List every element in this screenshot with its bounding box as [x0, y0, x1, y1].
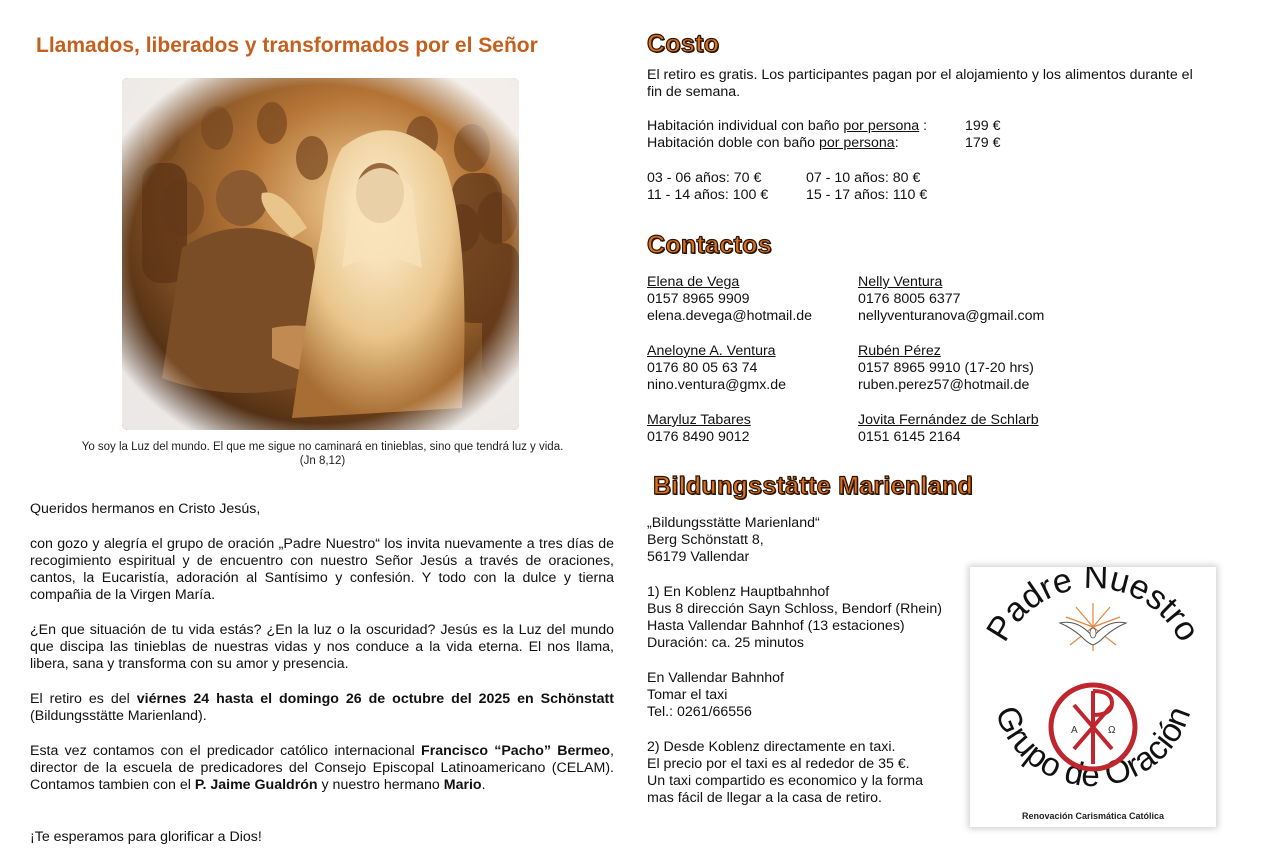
contact-phone: 0176 8005 6377 — [858, 291, 961, 307]
route-line: mas fácil de llegar a la casa de retiro. — [647, 790, 882, 806]
dove-icon — [1060, 603, 1126, 651]
contact-card — [858, 343, 1034, 394]
preacher-text-a: Esta vez contamos con el predicador católico internacional — [30, 743, 422, 759]
contact-email[interactable]: elena.devega@hotmail.de — [647, 308, 813, 324]
contact-name: Elena de Vega — [647, 274, 740, 290]
contact-phone: 0176 80 05 63 74 — [647, 360, 758, 376]
contact-name: Aneloyne A. Ventura — [647, 343, 776, 359]
age-price-3: 11 - 14 años: 100 € — [647, 187, 769, 203]
contact-card — [858, 412, 1039, 446]
room-double-price: 179 € — [965, 135, 1001, 151]
contact-name: Maryluz Tabares — [647, 412, 751, 428]
costo-heading: Costo — [647, 30, 720, 58]
logo-top-text: Padre Nuestro — [979, 567, 1208, 648]
room-single-colon: : — [919, 118, 928, 134]
scripture-caption — [40, 440, 605, 468]
route-line: Hasta Vallendar Bahnhof (13 estaciones) — [647, 618, 905, 634]
route-taxi — [647, 739, 923, 807]
contact-email[interactable]: nino.ventura@gmx.de — [647, 377, 787, 393]
group-logo — [970, 567, 1216, 827]
paragraph-dates — [30, 691, 614, 725]
room-single-label: Habitación individual con baño — [647, 118, 844, 134]
route-line: El precio por el taxi es al rededor de 35 €. — [647, 756, 910, 772]
address-line: 56179 Vallendar — [647, 549, 750, 565]
address-line: Berg Schönstatt 8, — [647, 532, 764, 548]
contact-phone: 0151 6145 2164 — [858, 429, 961, 445]
route-line: Un taxi compartido es economico y la forma — [647, 773, 923, 789]
preacher-text-c: , director de la escuela de predicadores del Consejo Episcopal Latinoamericano (CELAM). Contamos tambien con el — [30, 743, 614, 793]
caption-reference: (Jn 8,12) — [299, 455, 346, 467]
preacher-name: Francisco “Pacho” Bermeo — [421, 743, 611, 759]
venue-heading: Bildungsstätte Marienland — [653, 472, 974, 500]
costo-intro-2: fin de semana. — [647, 84, 741, 100]
room-single — [647, 118, 927, 135]
route-line: Tomar el taxi — [647, 687, 728, 703]
room-double-per-person: por persona — [818, 135, 895, 151]
dates-text-a: El retiro es del — [30, 691, 137, 707]
contact-phone: 0157 8965 9910 (17-20 hrs) — [858, 360, 1034, 376]
dates-text-bold: viérnes 24 hasta el domingo 26 de octubre del 2025 en Schönstatt — [136, 691, 614, 707]
greeting: Queridos hermanos en Cristo Jesús, — [30, 501, 261, 517]
paragraph-preachers — [30, 743, 614, 794]
age-price-4: 15 - 17 años: 110 € — [806, 187, 928, 203]
route-line: Duración: ca. 25 minutos — [647, 635, 804, 651]
caption-quote: Yo soy la Luz del mundo. El que me sigue no caminará en tinieblas, sino que tendrá luz y vida. — [81, 441, 564, 453]
closing-line: ¡Te esperamos para glorificar a Dios! — [30, 829, 262, 845]
costo-intro-1: El retiro es gratis. Los participantes pagan por el alojamiento y los alimentos durante el — [647, 67, 1193, 83]
contactos-heading: Contactos — [647, 231, 772, 259]
room-double — [647, 135, 899, 152]
contact-email[interactable]: ruben.perez57@hotmail.de — [858, 377, 1030, 393]
preacher-text-e: y nuestro hermano — [317, 777, 444, 793]
age-price-2: 07 - 10 años: 80 € — [806, 170, 921, 186]
taxi-phone: Tel.: 0261/66556 — [647, 704, 752, 720]
contact-name: Jovita Fernández de Schlarb — [858, 412, 1039, 428]
address-line: „Bildungsstätte Marienland“ — [647, 515, 820, 531]
route-bus — [647, 584, 942, 652]
route-line: 1) En Koblenz Hauptbahnhof — [647, 584, 830, 600]
dates-text-c: (Bildungsstätte Marienland). — [30, 708, 207, 724]
venue-address — [647, 515, 820, 566]
contact-name: Rubén Pérez — [858, 343, 941, 359]
omega-symbol: Ω — [1108, 725, 1116, 736]
jesus-blessing-image — [122, 78, 519, 430]
logo-footer: Renovación Carismática Católica — [1021, 811, 1165, 821]
contact-phone: 0157 8965 9909 — [647, 291, 750, 307]
room-double-colon: : — [894, 135, 899, 151]
route-line: En Vallendar Bahnhof — [647, 670, 784, 686]
paragraph-invitation: con gozo y alegría el grupo de oración „Padre Nuestro“ los invita nuevamente a tres días de recogimiento espiritual y de encuentro con nuestro Señor Jesús a través de oraciones, cantos, la Eucaristía, adoración al Santísimo y confesión. Y todo con la dulce y tierna compañia de la Virgen María. — [30, 536, 614, 603]
preacher-text-g: . — [481, 777, 486, 793]
route-line: Bus 8 dirección Sayn Schloss, Bendorf (Rhein) — [647, 601, 942, 617]
paragraph-light: ¿En que situación de tu vida estás? ¿En la luz o la oscuridad? Jesús es la Luz del mundo que discipa las tinieblas de nuestras vidas y nos conduce a la vida eterna. El nos llama, libera, sana y transforma con su amor y presencia. — [30, 622, 614, 672]
alpha-symbol: A — [1071, 725, 1078, 736]
chi-rho-icon — [1051, 685, 1135, 769]
contact-card — [647, 412, 751, 446]
logo-bottom-text: Grupo de Oración — [988, 700, 1198, 794]
contact-name: Nelly Ventura — [858, 274, 943, 290]
age-price-1: 03 - 06 años: 70 € — [647, 170, 762, 186]
contact-email[interactable]: nellyventuranova@gmail.com — [858, 308, 1045, 324]
contact-card — [858, 274, 1044, 325]
room-double-label: Habitación doble con baño — [647, 135, 819, 151]
room-single-price: 199 € — [965, 118, 1001, 134]
priest-name: P. Jaime Gualdrón — [194, 777, 318, 793]
contact-phone: 0176 8490 9012 — [647, 429, 750, 445]
brother-name: Mario — [443, 777, 482, 793]
route-vallendar — [647, 670, 784, 721]
contact-card — [647, 274, 812, 325]
contact-card — [647, 343, 786, 394]
route-line: 2) Desde Koblenz directamente en taxi. — [647, 739, 896, 755]
room-single-per-person: por persona — [843, 118, 920, 134]
page-title: Llamados, liberados y transformados por el Señor — [36, 34, 538, 57]
